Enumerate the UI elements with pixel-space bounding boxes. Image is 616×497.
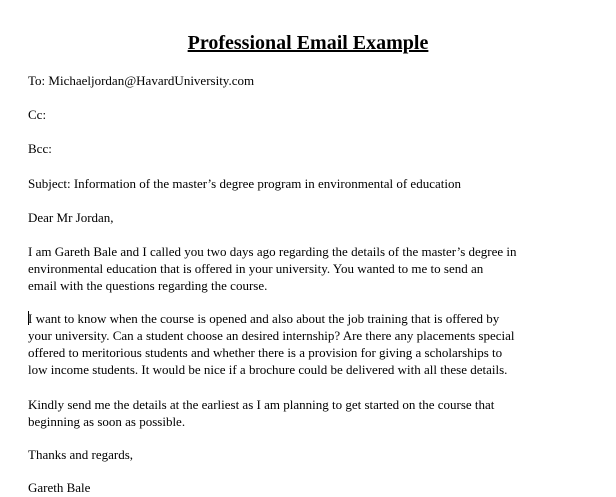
cc-line: Cc: — [28, 107, 47, 122]
paragraph-1 — [28, 243, 603, 294]
signature: Gareth Bale — [28, 480, 91, 495]
paragraph-2-line: low income students. It would be nice if a brochure could be delivered with all these details. — [28, 362, 508, 377]
to-line: To: Michaeljordan@HavardUniversity.com — [28, 73, 255, 88]
document-title: Professional Email Example — [187, 32, 429, 54]
paragraph-3-line: beginning as soon as possible. — [28, 414, 186, 429]
paragraph-3-line: Kindly send me the details at the earliest as I am planning to get started on the course that — [28, 397, 495, 412]
subject-line: Subject: Information of the master’s degree program in environmental of education — [28, 176, 461, 191]
bcc-line: Bcc: — [28, 141, 52, 156]
paragraph-2-line: I want to know when the course is opened and also about the job training that is offered by — [28, 311, 500, 326]
paragraph-3 — [28, 396, 603, 430]
paragraph-2 — [28, 310, 603, 378]
paragraph-1-line: email with the questions regarding the course. — [28, 278, 268, 293]
paragraph-2-line: offered to meritorious students and whether there is a provision for giving a scholarships to — [28, 345, 503, 360]
greeting: Dear Mr Jordan, — [28, 210, 114, 225]
closing: Thanks and regards, — [28, 447, 134, 462]
paragraph-1-line: environmental education that is offered in your university. You wanted to me to send an — [28, 261, 484, 276]
paragraph-2-line: your university. Can a student choose an desired internship? Are there any placements special — [28, 328, 515, 343]
paragraph-1-line: I am Gareth Bale and I called you two days ago regarding the details of the master’s degree in — [28, 244, 517, 259]
